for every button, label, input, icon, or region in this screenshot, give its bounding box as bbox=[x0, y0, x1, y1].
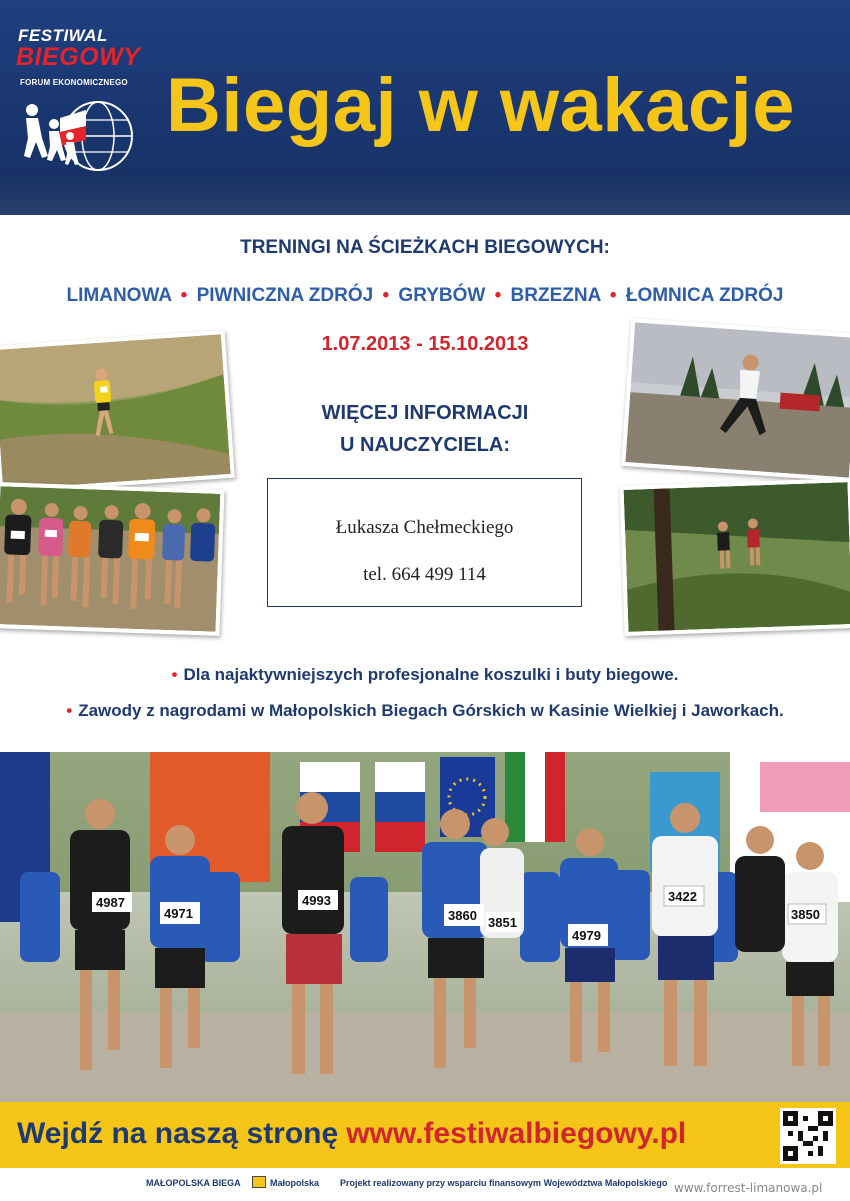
more-info-line1: WIĘCEJ INFORMACJI bbox=[321, 402, 529, 424]
trail-photo-image bbox=[0, 334, 231, 490]
contact-phone: tel. 664 499 114 bbox=[363, 564, 486, 585]
photo-forest-runners bbox=[619, 478, 850, 636]
sponsor-malopolska-biega: MAŁOPOLSKA BIEGA bbox=[146, 1178, 241, 1188]
race-start-photo bbox=[0, 752, 850, 1102]
festival-logo bbox=[12, 26, 142, 196]
towns-list bbox=[0, 285, 850, 307]
logo-line-forum: FORUM EKONOMICZNEGO bbox=[20, 78, 128, 87]
runners-globe-icon bbox=[12, 88, 137, 188]
more-info-heading bbox=[250, 397, 600, 461]
main-title: Biegaj w wakacje bbox=[166, 63, 795, 148]
benefit-item-competitions bbox=[0, 701, 850, 721]
qr-code-icon bbox=[780, 1108, 836, 1164]
forest-photo-image bbox=[624, 482, 850, 632]
funding-note: Projekt realizowany przy wsparciu finansowym Województwa Małopolskiego bbox=[340, 1178, 668, 1188]
more-info-line2: U NAUCZYCIELA: bbox=[340, 434, 510, 456]
bib-number: 3850 bbox=[791, 907, 820, 922]
website-link[interactable]: www.festiwalbiegowy.pl bbox=[346, 1117, 687, 1150]
group-photo-image bbox=[0, 486, 220, 632]
town-separator: • bbox=[180, 285, 188, 306]
bib-number: 4971 bbox=[164, 906, 193, 921]
training-subtitle: TRENINGI NA ŚCIEŻKACH BIEGOWYCH: bbox=[240, 237, 610, 258]
bullet-marker: • bbox=[66, 701, 73, 720]
town-piwniczna: PIWNICZNA ZDRÓJ bbox=[196, 285, 374, 306]
mountain-photo-image bbox=[625, 322, 850, 477]
bib-number: 4979 bbox=[572, 928, 601, 943]
race-photo-image bbox=[0, 752, 850, 1102]
logo-line-festiwal: FESTIWAL bbox=[18, 26, 108, 45]
benefit-text: Zawody z nagrodami w Małopolskich Biegach Górskich w Kasinie Wielkiej i Jaworkach. bbox=[78, 701, 784, 720]
website-cta bbox=[17, 1117, 686, 1151]
town-limanowa: LIMANOWA bbox=[66, 285, 172, 306]
qr-code-image bbox=[783, 1111, 833, 1161]
town-separator: • bbox=[382, 285, 390, 306]
malopolska-logo-icon bbox=[252, 1176, 266, 1188]
bib-number: 3851 bbox=[488, 915, 517, 930]
photo-group-start bbox=[0, 482, 224, 636]
contact-box bbox=[267, 478, 582, 607]
bib-number: 4987 bbox=[96, 895, 125, 910]
benefit-text: Dla najaktywniejszych profesjonalne koszulki i buty biegowe. bbox=[183, 665, 679, 684]
bib-number: 3860 bbox=[448, 908, 477, 923]
logo-line-biegowy: BIEGOWY bbox=[16, 43, 141, 71]
sponsor-malopolska: Małopolska bbox=[270, 1178, 320, 1188]
bib-number: 4993 bbox=[302, 893, 331, 908]
town-brzezna: BRZEZNA bbox=[510, 285, 601, 306]
contact-name: Łukasza Chełmeckiego bbox=[335, 517, 514, 538]
town-separator: • bbox=[494, 285, 502, 306]
town-grybow: GRYBÓW bbox=[398, 285, 486, 306]
town-lomnica: ŁOMNICA ZDRÓJ bbox=[625, 285, 784, 306]
bullet-marker: • bbox=[171, 665, 178, 684]
header-banner bbox=[0, 0, 850, 215]
bib-number: 3422 bbox=[668, 889, 697, 904]
cta-text: Wejdź na naszą stronę bbox=[17, 1117, 339, 1150]
site-watermark: www.forrest-limanowa.pl bbox=[674, 1181, 823, 1195]
town-separator: • bbox=[609, 285, 617, 306]
benefit-item-shirts bbox=[0, 665, 850, 685]
training-dates: 1.07.2013 - 15.10.2013 bbox=[321, 333, 529, 355]
photo-mountain-runner bbox=[621, 318, 850, 482]
photo-trail-runner-girl bbox=[0, 330, 235, 494]
